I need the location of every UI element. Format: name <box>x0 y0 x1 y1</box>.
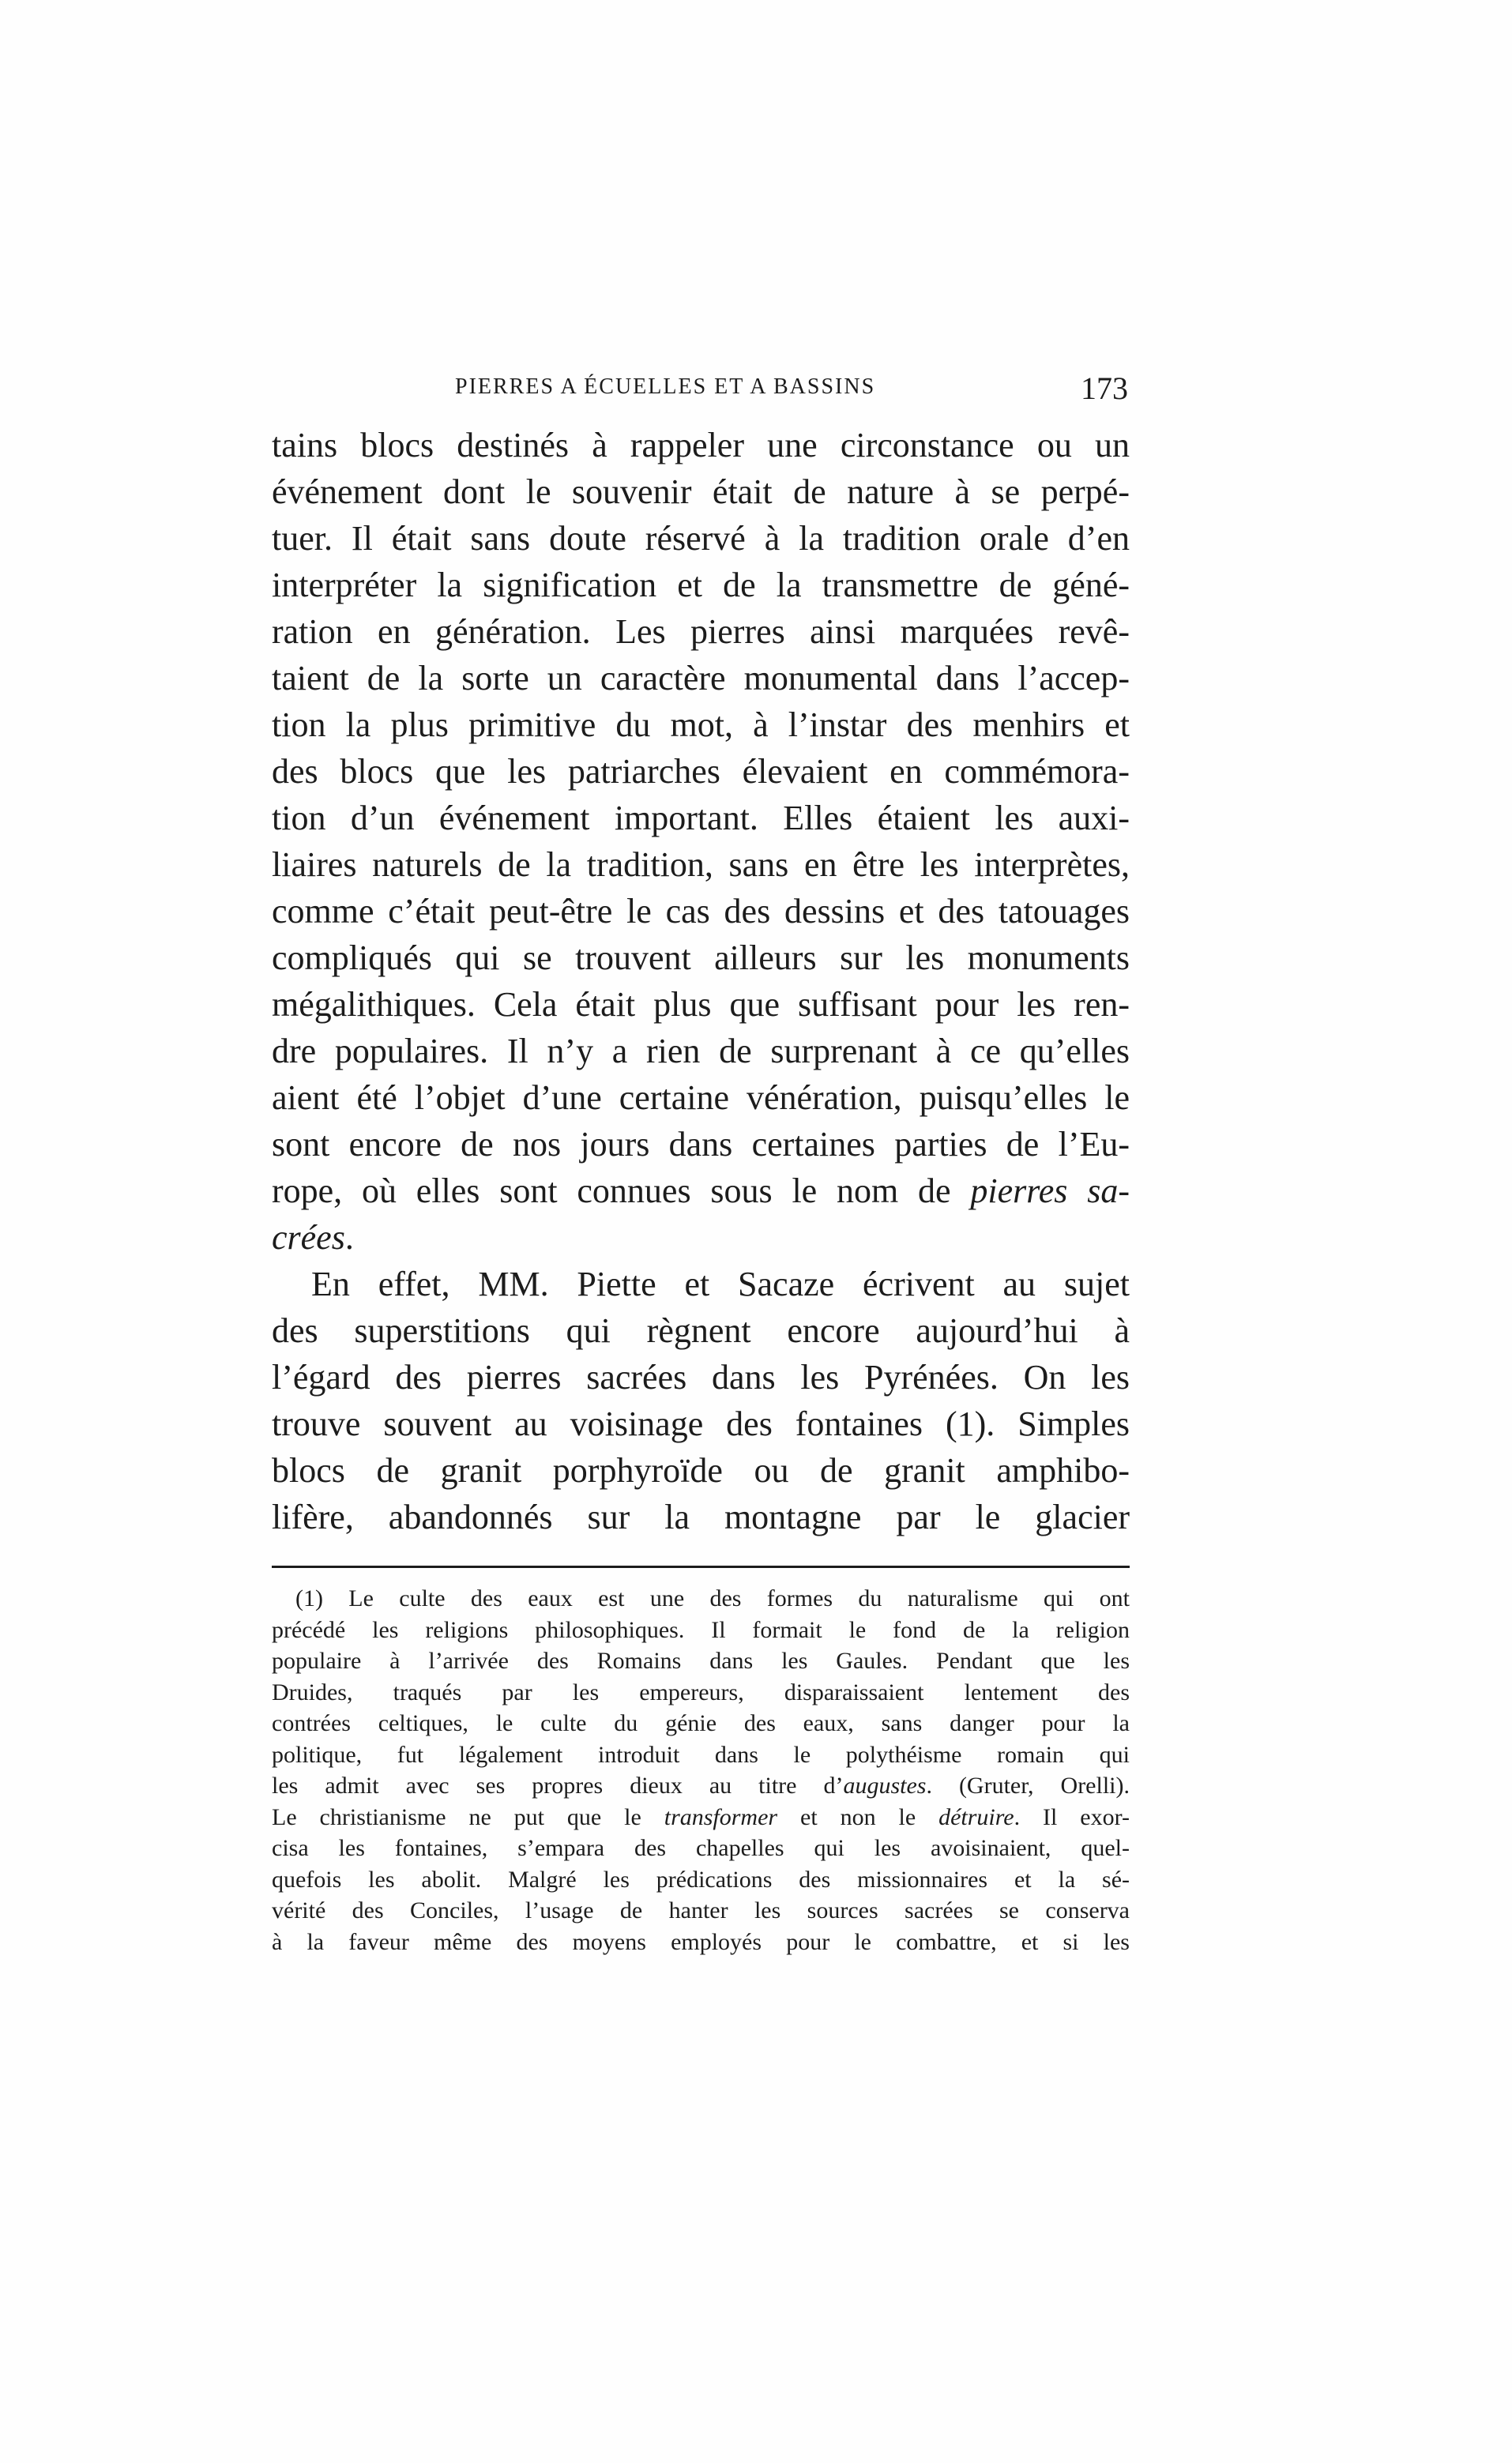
text-segment: et non le <box>777 1803 939 1830</box>
text-line: liaires naturels de la tradition, sans en être les interprètes, <box>272 845 1130 884</box>
italic-term: transformer <box>664 1803 778 1830</box>
text-line: dre populaires. Il n’y a rien de surprenant à ce qu’elles <box>272 1032 1130 1070</box>
footnote-line: à la faveur même des moyens employés pour le combattre, et si les <box>272 1928 1130 1955</box>
footnote-line: politique, fut légalement introduit dans le polythéisme romain qui <box>272 1741 1130 1768</box>
text-line: tuer. Il était sans doute réservé à la tradition orale d’en <box>272 519 1130 558</box>
italic-term: augustes <box>843 1773 927 1799</box>
text-segment: . Il exor- <box>1014 1803 1130 1830</box>
footnote-line: quefois les abolit. Malgré les prédications des missionnaires et la sé- <box>272 1866 1130 1893</box>
text-line: comme c’était peut-être le cas des dessins et des tatouages <box>272 892 1130 931</box>
page-number: 173 <box>1081 370 1128 406</box>
text-line: taient de la sorte un caractère monumental dans l’accep- <box>272 659 1130 698</box>
footnote-line: populaire à l’arrivée des Romains dans les Gaules. Pendant que les <box>272 1648 1130 1674</box>
text-line-with-italic <box>272 1168 1130 1214</box>
text-line: tion la plus primitive du mot, à l’instar des menhirs et <box>272 705 1130 744</box>
text-segment: . (Gruter, Orelli). <box>926 1773 1130 1799</box>
text-segment: . <box>344 1218 354 1257</box>
text-line: aient été l’objet d’une certaine vénération, puisqu’elles le <box>272 1078 1130 1117</box>
footnote-line: (1) Le culte des eaux est une des formes du naturalisme qui ont <box>295 1585 1130 1611</box>
text-line: lifère, abandonnés sur la montagne par le glacier <box>272 1498 1130 1536</box>
text-segment: rope, où elles sont connues sous le nom de <box>272 1171 951 1210</box>
text-line: des blocs que les patriarches élevaient en commémora- <box>272 752 1130 791</box>
italic-term: crées <box>272 1218 345 1257</box>
text-line: l’égard des pierres sacrées dans les Pyrénées. On les <box>272 1358 1130 1397</box>
footnote-line-with-italic <box>272 1802 1130 1833</box>
italic-term: détruire <box>938 1803 1014 1830</box>
paragraph-first-line: En effet, MM. Piette et Sacaze écrivent au sujet <box>311 1265 1130 1303</box>
body-text <box>272 422 1130 1540</box>
footnote-line: précédé les religions philosophiques. Il formait le fond de la religion <box>272 1616 1130 1643</box>
text-line: trouve souvent au voisinage des fontaines (1). Simples <box>272 1404 1130 1443</box>
footnote-line-with-italic <box>272 1770 1130 1802</box>
footnote-rule <box>272 1566 1130 1568</box>
footnote <box>272 1583 1130 1957</box>
text-line: des superstitions qui règnent encore aujourd’hui à <box>272 1311 1130 1350</box>
text-line: tains blocs destinés à rappeler une circonstance ou un <box>272 426 1130 464</box>
text-line-with-italic <box>272 1214 1130 1261</box>
text-line: ration en génération. Les pierres ainsi marquées revê- <box>272 612 1130 651</box>
text-line: mégalithiques. Cela était plus que suffisant pour les ren- <box>272 985 1130 1024</box>
text-line: compliqués qui se trouvent ailleurs sur les monuments <box>272 938 1130 977</box>
text-line: événement dont le souvenir était de nature à se perpé- <box>272 472 1130 511</box>
page-header <box>272 370 1128 414</box>
running-title: PIERRES A ÉCUELLES ET A BASSINS <box>455 374 876 399</box>
text-line: sont encore de nos jours dans certaines parties de l’Eu- <box>272 1125 1130 1164</box>
footnote-line: contrées celtiques, le culte du génie des eaux, sans danger pour la <box>272 1710 1130 1736</box>
footnote-line: Druides, traqués par les empereurs, disparaissaient lentement des <box>272 1679 1130 1705</box>
text-line: interpréter la signification et de la transmettre de géné- <box>272 566 1130 604</box>
text-segment: les admit avec ses propres dieux au titre d’ <box>272 1773 844 1799</box>
text-line: tion d’un événement important. Elles étaient les auxi- <box>272 799 1130 837</box>
text-segment: Le christianisme ne put que le <box>272 1803 664 1830</box>
italic-term: pierres sa- <box>970 1171 1130 1210</box>
footnote-line: vérité des Conciles, l’usage de hanter les sources sacrées se conserva <box>272 1897 1130 1923</box>
footnote-line: cisa les fontaines, s’empara des chapelles qui les avoisinaient, quel- <box>272 1835 1130 1861</box>
text-line: blocs de granit porphyroïde ou de granit amphibo- <box>272 1451 1130 1490</box>
